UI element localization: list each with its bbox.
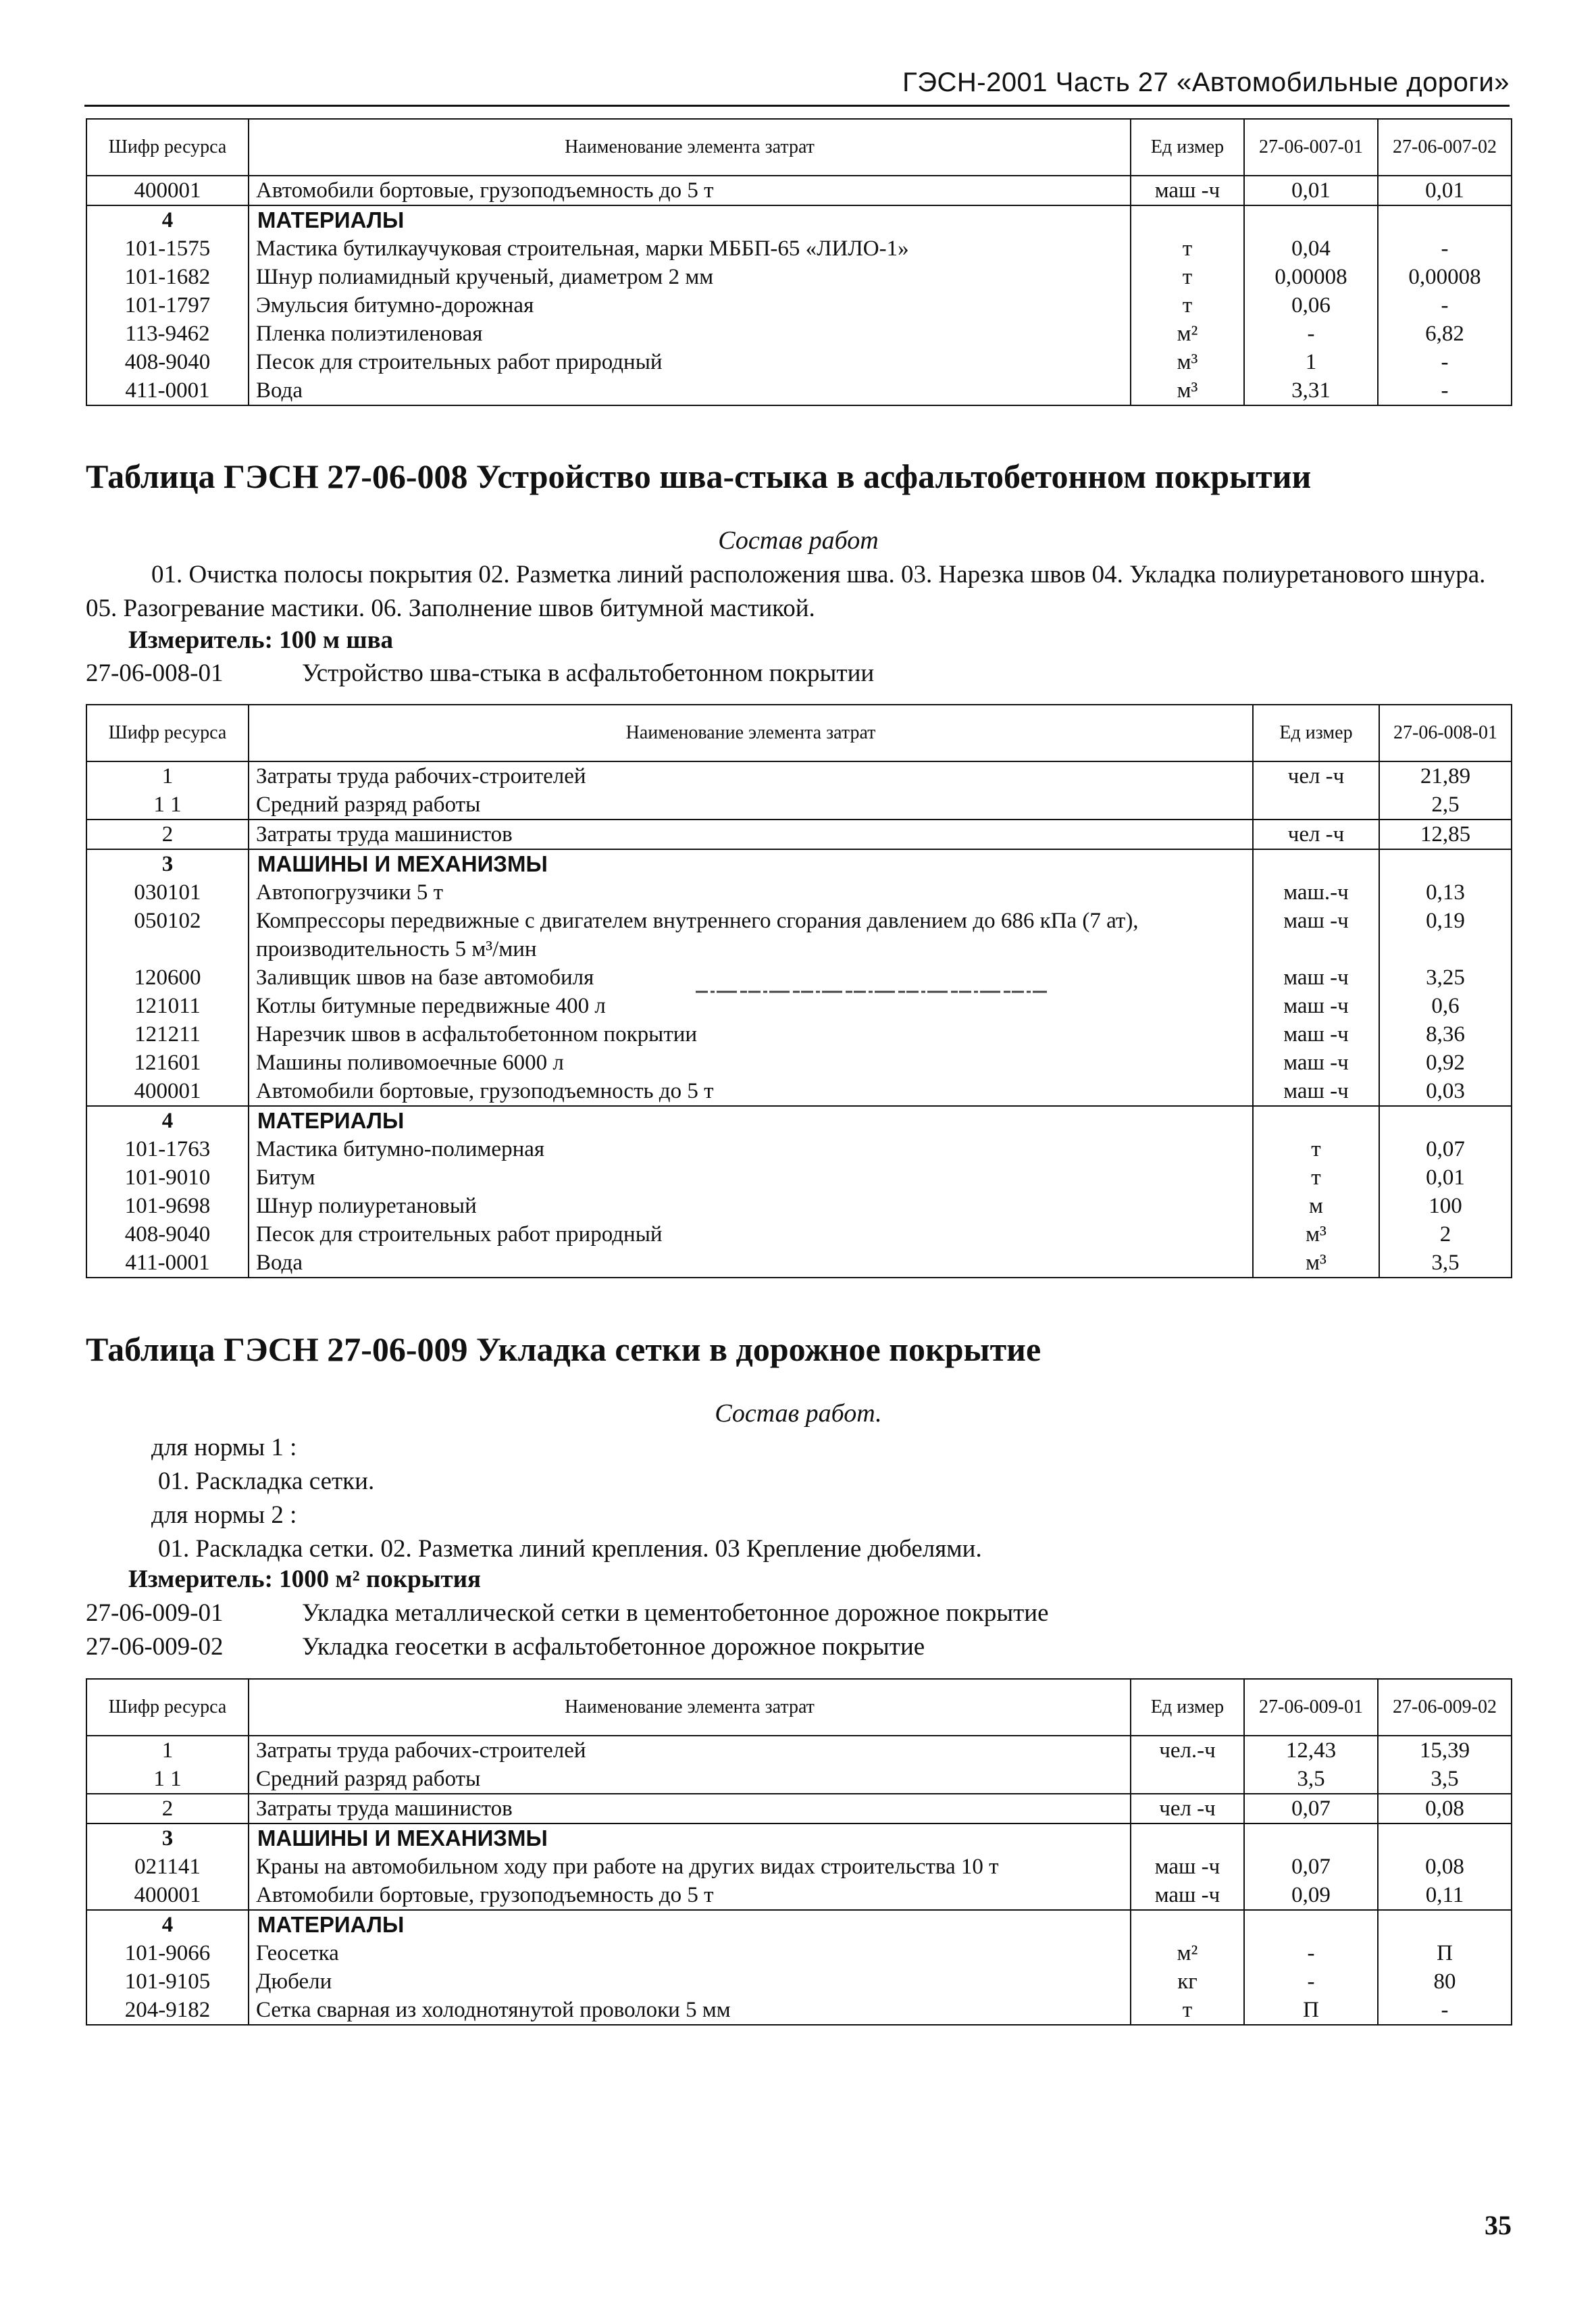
- resource-unit: маш -ч: [1131, 1853, 1244, 1881]
- resource-code: 411-0001: [86, 376, 249, 405]
- resource-code: 204-9182: [86, 1996, 249, 2025]
- resource-code: 101-1682: [86, 263, 249, 291]
- resource-unit: м³: [1131, 376, 1244, 405]
- norm-2-value: -: [1378, 234, 1512, 263]
- composition-heading: Состав работ.: [715, 1399, 882, 1428]
- norm-1-value: [1244, 1823, 1378, 1853]
- norm-code: 27-06-009-02: [86, 1633, 224, 1661]
- resource-code: 408-9040: [86, 348, 249, 376]
- resource-unit: чел.-ч: [1131, 1736, 1244, 1765]
- header-unit: Ед измер: [1253, 705, 1379, 761]
- resource-code: 121601: [86, 1049, 249, 1077]
- resource-name: Средний разряд работы: [249, 790, 1253, 820]
- resource-name: Вода: [249, 376, 1131, 405]
- resource-code: 050102: [86, 907, 249, 963]
- norm-1-value: [1244, 1910, 1378, 1939]
- norm1-composition: 01. Раскладка сетки.: [158, 1467, 375, 1495]
- resource-unit: м²: [1131, 320, 1244, 348]
- norm-1-value: 12,85: [1379, 820, 1512, 849]
- norm-1-value: 2: [1379, 1220, 1512, 1249]
- resource-name: Мастика бутилкаучуковая строительная, марки МББП-65 «ЛИЛО-1»: [249, 234, 1131, 263]
- norm-code: 27-06-008-01: [86, 659, 224, 687]
- table-row: [86, 1736, 1512, 1765]
- table-row: [86, 878, 1512, 907]
- norm-description: Укладка геосетки в асфальтобетонное дорожное покрытие: [302, 1633, 925, 1661]
- resource-code: 121211: [86, 1020, 249, 1049]
- table-row: [86, 1249, 1512, 1278]
- norm-1-value: 0,19: [1379, 907, 1512, 963]
- resource-unit: т: [1253, 1135, 1379, 1163]
- table-row: [86, 1881, 1512, 1910]
- header-code: Шифр ресурса: [86, 1679, 249, 1736]
- resource-name: Геосетка: [249, 1939, 1131, 1967]
- norm-1-value: 3,5: [1244, 1765, 1378, 1794]
- norm-2-value: 0,11: [1378, 1881, 1512, 1910]
- table-section-row: [86, 1106, 1512, 1135]
- norm-1-value: 0,01: [1379, 1163, 1512, 1192]
- header-code: Шифр ресурса: [86, 119, 249, 176]
- table-row: [86, 1163, 1512, 1192]
- table-row: [86, 1765, 1512, 1794]
- resource-name: Песок для строительных работ природный: [249, 348, 1131, 376]
- table-row: [86, 1220, 1512, 1249]
- resource-unit: маш -ч: [1131, 176, 1244, 205]
- norm-1-value: 100: [1379, 1192, 1512, 1220]
- resource-name: Затраты труда рабочих-строителей: [249, 761, 1253, 790]
- norm-code: 27-06-009-01: [86, 1599, 224, 1627]
- norm-2-value: [1378, 1823, 1512, 1853]
- resource-name: Пленка полиэтиленовая: [249, 320, 1131, 348]
- header-norm-1: 27-06-009-01: [1244, 1679, 1378, 1736]
- header-norm-2: 27-06-009-02: [1378, 1679, 1512, 1736]
- norm-1-value: 0,07: [1379, 1135, 1512, 1163]
- norm-2-value: -: [1378, 1996, 1512, 2025]
- norm-1-value: 8,36: [1379, 1020, 1512, 1049]
- header-code: Шифр ресурса: [86, 705, 249, 761]
- resource-code: 3: [86, 1823, 249, 1853]
- resource-name: Автомобили бортовые, грузоподъемность до 5 т: [249, 1881, 1131, 1910]
- table-row: [86, 1135, 1512, 1163]
- norm-description: Укладка металлической сетки в цементобетонное дорожное покрытие: [302, 1599, 1049, 1627]
- norm-2-value: 0,08: [1378, 1853, 1512, 1881]
- resource-unit: т: [1131, 1996, 1244, 2025]
- resource-unit: т: [1131, 291, 1244, 320]
- resource-code: 1 1: [86, 1765, 249, 1794]
- resource-unit: маш -ч: [1253, 1077, 1379, 1106]
- norm-1-value: -: [1244, 320, 1378, 348]
- resource-unit: [1131, 205, 1244, 234]
- resource-name: МАШИНЫ И МЕХАНИЗМЫ: [249, 1823, 1131, 1853]
- table-title-27-06-008: Таблица ГЭСН 27-06-008 Устройство шва-стыка в асфальтобетонном покрытии: [86, 457, 1312, 495]
- norm2-label: для нормы 2 :: [151, 1501, 297, 1529]
- norm-1-value: 0,13: [1379, 878, 1512, 907]
- scan-smudge: [696, 988, 1047, 996]
- resource-unit: кг: [1131, 1967, 1244, 1996]
- resource-unit: маш -ч: [1253, 1049, 1379, 1077]
- resource-code: 400001: [86, 1077, 249, 1106]
- norm-2-value: 0,00008: [1378, 263, 1512, 291]
- resource-code: 400001: [86, 176, 249, 205]
- norm-2-value: П: [1378, 1939, 1512, 1967]
- table-section-row: [86, 1823, 1512, 1853]
- header-name: Наименование элемента затрат: [249, 1679, 1131, 1736]
- resource-table-27-06-009: [86, 1678, 1512, 2026]
- resource-code: 101-9105: [86, 1967, 249, 1996]
- resource-name: Шнур полиуретановый: [249, 1192, 1253, 1220]
- resource-code: 400001: [86, 1881, 249, 1910]
- table-row: [86, 1853, 1512, 1881]
- resource-name: Автопогрузчики 5 т: [249, 878, 1253, 907]
- resource-name: Сетка сварная из холоднотянутой проволоки 5 мм: [249, 1996, 1131, 2025]
- norm-1-value: 0,01: [1244, 176, 1378, 205]
- norm-1-value: [1379, 849, 1512, 878]
- norm-1-value: 1: [1244, 348, 1378, 376]
- running-header: ГЭСН-2001 Часть 27 «Автомобильные дороги»: [902, 68, 1510, 97]
- resource-name: Машины поливомоечные 6000 л: [249, 1049, 1253, 1077]
- norm-1-value: 3,5: [1379, 1249, 1512, 1278]
- table-row: [86, 1192, 1512, 1220]
- norm-1-value: 0,04: [1244, 234, 1378, 263]
- resource-unit: м²: [1131, 1939, 1244, 1967]
- resource-code: 113-9462: [86, 320, 249, 348]
- resource-code: 1: [86, 1736, 249, 1765]
- resource-name: Вода: [249, 1249, 1253, 1278]
- norm-1-value: [1244, 205, 1378, 234]
- resource-unit: маш -ч: [1131, 1881, 1244, 1910]
- resource-unit: м³: [1253, 1220, 1379, 1249]
- resource-unit: маш -ч: [1253, 963, 1379, 992]
- table-row: [86, 907, 1512, 963]
- resource-code: 4: [86, 205, 249, 234]
- resource-code: 4: [86, 1910, 249, 1939]
- norm-2-value: [1378, 1910, 1512, 1939]
- resource-code: 030101: [86, 878, 249, 907]
- resource-unit: м³: [1253, 1249, 1379, 1278]
- resource-name: МАТЕРИАЛЫ: [249, 205, 1131, 234]
- resource-unit: [1253, 790, 1379, 820]
- norm-1-value: П: [1244, 1996, 1378, 2025]
- norm2-composition: 01. Раскладка сетки. 02. Разметка линий крепления. 03 Крепление дюбелями.: [158, 1535, 982, 1563]
- resource-name: Затраты труда машинистов: [249, 1794, 1131, 1823]
- composition-text: 01. Очистка полосы покрытия 02. Разметка линий расположения шва. 03. Нарезка швов 04. Укладка полиуретанового шнура. 05. Разогревание мастики. 06. Заполнение швов битумной мастикой.: [86, 561, 1486, 622]
- table-section-row: [86, 1910, 1512, 1939]
- norm-2-value: [1378, 205, 1512, 234]
- table-row: [86, 992, 1512, 1020]
- norm-1-value: 0,07: [1244, 1853, 1378, 1881]
- resource-unit: чел -ч: [1253, 761, 1379, 790]
- resource-name: Дюбели: [249, 1967, 1131, 1996]
- norm-1-value: 0,6: [1379, 992, 1512, 1020]
- norm-1-value: -: [1244, 1939, 1378, 1967]
- resource-name: Автомобили бортовые, грузоподъемность до 5 т: [249, 176, 1131, 205]
- resource-code: 121011: [86, 992, 249, 1020]
- table-title-27-06-009: Таблица ГЭСН 27-06-009 Укладка сетки в дорожное покрытие: [86, 1330, 1041, 1368]
- resource-name: Затраты труда рабочих-строителей: [249, 1736, 1131, 1765]
- norm-2-value: 6,82: [1378, 320, 1512, 348]
- table-row: [86, 234, 1512, 263]
- resource-code: 411-0001: [86, 1249, 249, 1278]
- norm-line: [86, 1599, 1049, 1628]
- table-row: [86, 761, 1512, 790]
- norm-1-value: 0,06: [1244, 291, 1378, 320]
- header-name: Наименование элемента затрат: [249, 119, 1131, 176]
- table-header-row: [86, 119, 1512, 176]
- resource-name: Песок для строительных работ природный: [249, 1220, 1253, 1249]
- header-unit: Ед измер: [1131, 119, 1244, 176]
- table-row: [86, 1794, 1512, 1823]
- resource-name: Котлы битумные передвижные 400 л: [249, 992, 1253, 1020]
- norm-1-value: 21,89: [1379, 761, 1512, 790]
- resource-code: 1 1: [86, 790, 249, 820]
- resource-name: МАТЕРИАЛЫ: [249, 1106, 1253, 1135]
- norm-1-value: 0,92: [1379, 1049, 1512, 1077]
- norm-line: [86, 1632, 925, 1661]
- table-header-row: [86, 705, 1512, 761]
- norm-2-value: 15,39: [1378, 1736, 1512, 1765]
- table-header-row: [86, 1679, 1512, 1736]
- resource-code: 4: [86, 1106, 249, 1135]
- norm-1-value: 3,31: [1244, 376, 1378, 405]
- resource-unit: [1131, 1765, 1244, 1794]
- table-row: [86, 376, 1512, 405]
- resource-unit: чел -ч: [1253, 820, 1379, 849]
- table-row: [86, 820, 1512, 849]
- resource-table-27-06-007: [86, 118, 1512, 406]
- resource-code: 1: [86, 761, 249, 790]
- meter-line: Измеритель: 100 м шва: [128, 626, 394, 654]
- resource-code: 101-1575: [86, 234, 249, 263]
- resource-code: 3: [86, 849, 249, 878]
- header-norm-2: 27-06-007-02: [1378, 119, 1512, 176]
- resource-unit: чел -ч: [1131, 1794, 1244, 1823]
- resource-name: Краны на автомобильном ходу при работе на других видах строительства 10 т: [249, 1853, 1131, 1881]
- meter-line: Измеритель: 1000 м² покрытия: [128, 1565, 482, 1593]
- table-row: [86, 348, 1512, 376]
- resource-code: 101-1797: [86, 291, 249, 320]
- resource-code: 101-1763: [86, 1135, 249, 1163]
- resource-name: Затраты труда машинистов: [249, 820, 1253, 849]
- table-row: [86, 320, 1512, 348]
- table-row: [86, 1967, 1512, 1996]
- table-section-row: [86, 205, 1512, 234]
- norm-1-value: 3,25: [1379, 963, 1512, 992]
- header-name: Наименование элемента затрат: [249, 705, 1253, 761]
- resource-code: 408-9040: [86, 1220, 249, 1249]
- resource-code: 2: [86, 820, 249, 849]
- norm-1-value: 12,43: [1244, 1736, 1378, 1765]
- resource-name: Средний разряд работы: [249, 1765, 1131, 1794]
- norm-2-value: -: [1378, 291, 1512, 320]
- resource-name: МАТЕРИАЛЫ: [249, 1910, 1131, 1939]
- table-row: [86, 790, 1512, 820]
- resource-unit: т: [1131, 263, 1244, 291]
- norm-1-value: 0,09: [1244, 1881, 1378, 1910]
- norm-2-value: -: [1378, 348, 1512, 376]
- resource-name: Заливщик швов на базе автомобиля: [249, 963, 1253, 992]
- resource-code: 101-9010: [86, 1163, 249, 1192]
- resource-unit: маш -ч: [1253, 907, 1379, 963]
- norm-description: Устройство шва-стыка в асфальтобетонном покрытии: [302, 659, 875, 687]
- resource-unit: [1131, 1823, 1244, 1853]
- table-row: [86, 1996, 1512, 2025]
- table-row: [86, 263, 1512, 291]
- resource-name: Мастика битумно-полимерная: [249, 1135, 1253, 1163]
- table-row: [86, 1939, 1512, 1967]
- resource-name: Битум: [249, 1163, 1253, 1192]
- resource-unit: [1131, 1910, 1244, 1939]
- norm-1-value: 2,5: [1379, 790, 1512, 820]
- resource-unit: маш.-ч: [1253, 878, 1379, 907]
- norm-2-value: 0,01: [1378, 176, 1512, 205]
- resource-unit: т: [1131, 234, 1244, 263]
- table-section-row: [86, 849, 1512, 878]
- table-row: [86, 1077, 1512, 1106]
- table-row: [86, 291, 1512, 320]
- table-row: [86, 176, 1512, 205]
- norm-1-value: [1379, 1106, 1512, 1135]
- resource-unit: м: [1253, 1192, 1379, 1220]
- resource-unit: маш -ч: [1253, 992, 1379, 1020]
- resource-name: МАШИНЫ И МЕХАНИЗМЫ: [249, 849, 1253, 878]
- norm-1-value: 0,07: [1244, 1794, 1378, 1823]
- norm1-label: для нормы 1 :: [151, 1434, 297, 1461]
- resource-code: 2: [86, 1794, 249, 1823]
- resource-unit: маш -ч: [1253, 1020, 1379, 1049]
- table-row: [86, 1020, 1512, 1049]
- resource-name: Нарезчик швов в асфальтобетонном покрытии: [249, 1020, 1253, 1049]
- norm-1-value: 0,00008: [1244, 263, 1378, 291]
- resource-code: 120600: [86, 963, 249, 992]
- norm-1-value: -: [1244, 1967, 1378, 1996]
- page-number: 35: [1485, 2210, 1512, 2240]
- resource-unit: т: [1253, 1163, 1379, 1192]
- resource-name: Автомобили бортовые, грузоподъемность до 5 т: [249, 1077, 1253, 1106]
- resource-name: Шнур полиамидный крученый, диаметром 2 мм: [249, 263, 1131, 291]
- resource-unit: [1253, 1106, 1379, 1135]
- resource-code: 101-9066: [86, 1939, 249, 1967]
- resource-name: Компрессоры передвижные с двигателем внутреннего сгорания давлением до 686 кПа (7 ат), производительность 5 м³/мин: [249, 907, 1253, 963]
- norm-2-value: 80: [1378, 1967, 1512, 1996]
- resource-unit: [1253, 849, 1379, 878]
- composition-heading: Состав работ: [718, 526, 879, 555]
- norm-2-value: -: [1378, 376, 1512, 405]
- header-unit: Ед измер: [1131, 1679, 1244, 1736]
- header-norm-1: 27-06-007-01: [1244, 119, 1378, 176]
- norm-2-value: 3,5: [1378, 1765, 1512, 1794]
- norm-line: [86, 659, 874, 688]
- resource-unit: м³: [1131, 348, 1244, 376]
- norm-1-value: 0,03: [1379, 1077, 1512, 1106]
- resource-name: Эмульсия битумно-дорожная: [249, 291, 1131, 320]
- norm-2-value: 0,08: [1378, 1794, 1512, 1823]
- header-rule: [84, 105, 1510, 107]
- resource-code: 101-9698: [86, 1192, 249, 1220]
- table-row: [86, 1049, 1512, 1077]
- resource-code: 021141: [86, 1853, 249, 1881]
- header-norm-1: 27-06-008-01: [1379, 705, 1512, 761]
